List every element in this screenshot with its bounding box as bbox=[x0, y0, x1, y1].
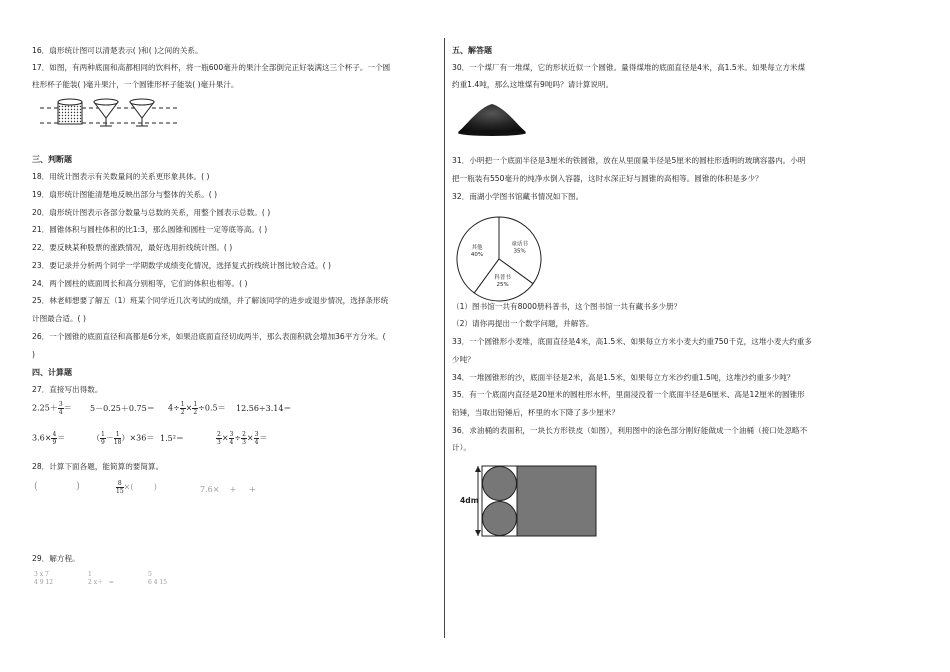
calc-1d: 12.56÷3.14＝ bbox=[236, 404, 292, 413]
calc-2c: 1.5²＝ bbox=[160, 434, 184, 443]
pie-label-2-1: 童话书 bbox=[511, 241, 528, 248]
calc-1b: 5－0.25＋0.75＝ bbox=[90, 404, 155, 413]
question-25-line1: 25．林老师想要了解五（1）班某个同学近几次考试的成绩，并了解该同学的进步或退步情况，选择条形统 bbox=[32, 296, 389, 305]
question-30-line2: 约重1.4吨，那么这堆煤有9吨吗？请计算说明。 bbox=[452, 80, 614, 89]
section-4-title: 四、计算题 bbox=[32, 368, 72, 377]
question-33-line1: 33．一个圆锥形小麦堆，底面直径是4米，高1.5米、如果每立方米小麦大约重750千克，这堆小麦大约重多 bbox=[452, 337, 812, 346]
pie-chart bbox=[454, 214, 544, 304]
question-21: 21．圆锥体积与圆柱体积的比1:3，那么圆锥和圆柱一定等底等高。( ) bbox=[32, 225, 268, 234]
question-25-line2: 计图最合适。( ) bbox=[32, 314, 86, 323]
q29-eq-1: 3 x 7 4 9 12 bbox=[34, 571, 54, 586]
calc-2b: （ $\frac{1}{9}$ － $\frac{1}{18}$ ）×36＝ bbox=[92, 431, 155, 446]
question-34: 34．一堆圆锥形的沙，底面半径是2米，高是1.5米，如果每立方米沙约重1.5吨，这堆沙约重多少吨？ bbox=[452, 373, 795, 382]
q29-eq-3: 5 6 4 15 bbox=[148, 571, 168, 586]
question-23: 23．要记录并分析两个同学一学期数学成绩变化情况，选择复式折线统计图比较合适。( ) bbox=[32, 261, 331, 270]
section-3-title: 三、判断题 bbox=[32, 155, 72, 164]
question-35-line1: 35．有一个底面内直径是20厘米的圆柱形水杯，里面浸没着一个底面半径是6厘米、高是12厘米的圆锥形 bbox=[452, 390, 805, 399]
cups-figure bbox=[40, 96, 180, 130]
question-16: 16．扇形统计图可以清楚表示( )和( )之间的关系。 bbox=[32, 46, 203, 55]
calc-2d: $\frac{2}{3}$ × $\frac{3}{4}$ ÷ $\frac{2}{3}$ × $\frac{3}{4}$ ＝ bbox=[217, 431, 268, 446]
pie-label-2-2: 35% bbox=[513, 248, 526, 255]
coal-pile-image bbox=[456, 96, 528, 138]
question-33-line2: 少吨？ bbox=[452, 355, 475, 364]
q28-fraction: $\frac{8}{15}$ ×( ) bbox=[116, 480, 157, 495]
question-32-part1: （1）图书馆一共有8000册科普书，这个图书馆一共有藏书多少册？ bbox=[452, 302, 682, 311]
q28-paren-1: ( ) bbox=[34, 481, 80, 492]
question-17-line2: 柱形杯子能装( )毫升果汁，一个圆锥形杯子能装( )毫升果汁。 bbox=[32, 80, 239, 89]
calc-2a: 3.6× $\frac{4}{9}$ ＝ bbox=[32, 431, 66, 446]
question-36-line1: 36．求油桶的表面积，一块长方形铁皮（如图），利用图中的涂色部分刚好能做成一个油桶（接口处忽略不 bbox=[452, 426, 808, 435]
question-28: 28．计算下面各题，能简算的要简算。 bbox=[32, 462, 164, 471]
question-26-line1: 26．一个圆锥的底面直径和高都是6分米，如果沿底面直径切成两半，那么表面积就会增加36平方分米。( bbox=[32, 332, 386, 341]
pie-label-3-2: 25% bbox=[496, 281, 509, 288]
question-31-line2: 把一瓶装有550毫升的纯净水倒入容器，这时水深正好与圆锥的高相等。圆锥的体积是多少？ bbox=[452, 174, 763, 183]
pie-label-1-2: 40% bbox=[470, 251, 484, 258]
question-32-part2: （2）请你再提出一个数学问题，并解答。 bbox=[452, 319, 594, 328]
question-18: 18．用统计图表示有关数量间的关系更形象具体。( ) bbox=[32, 172, 210, 181]
calc-1c: 4÷ $\frac{1}{2}$ × $\frac{1}{2}$ ÷0.5＝ bbox=[168, 401, 226, 416]
calc-1a: 2.25＋ $\frac{3}{4}$ ＝ bbox=[32, 401, 72, 416]
pie-label-3-1: 科普书 bbox=[494, 274, 511, 281]
q29-eq-2: 1 2 x＋ = bbox=[88, 571, 116, 586]
pie-label-1-1: 其他 bbox=[471, 244, 483, 251]
question-30-line1: 30．一个煤厂有一堆煤，它的形状近似一个圆锥。量得煤堆的底面直径是4米，高1.5米。如果每立方米煤 bbox=[452, 63, 806, 72]
question-36-line2: 计）。 bbox=[452, 443, 471, 452]
question-22: 22．要反映某种股票的涨跌情况，最好选用折线统计图。( ) bbox=[32, 243, 233, 252]
question-17-line1: 17．如图，有两种底面和高都相同的饮料杯，将一瓶600毫升的果汁全部倒完正好装满这三个杯子。一个圆 bbox=[32, 63, 391, 72]
question-19: 19．扇形统计图能清楚地反映出部分与整体的关系。( ) bbox=[32, 190, 218, 199]
q28-expr-3: 7.6× + + bbox=[200, 485, 256, 494]
section-5-title: 五、解答题 bbox=[452, 46, 492, 55]
figure-dimension-label: 4dm bbox=[460, 496, 479, 505]
question-35-line2: 铅锤，当取出铅锤后，杯里的水下降了多少厘米？ bbox=[452, 408, 620, 417]
question-24: 24．两个圆柱的底面周长和高分别相等，它们的体积也相等。( ) bbox=[32, 279, 248, 288]
question-27: 27．直接写出得数。 bbox=[32, 385, 103, 394]
column-divider bbox=[444, 38, 445, 638]
question-29: 29．解方程。 bbox=[32, 554, 80, 563]
question-26-line2: ) bbox=[32, 350, 35, 359]
question-32: 32．南湖小学图书馆藏书情况如下图。 bbox=[452, 192, 584, 201]
question-20: 20．扇形统计图表示各部分数量与总数的关系，用整个圆表示总数。( ) bbox=[32, 208, 271, 217]
question-31-line1: 31．小明把一个底面半径是3厘米的铁圆锥，放在从里面量半径是5厘米的圆柱形透明的玻璃容器内。小明 bbox=[452, 156, 806, 165]
